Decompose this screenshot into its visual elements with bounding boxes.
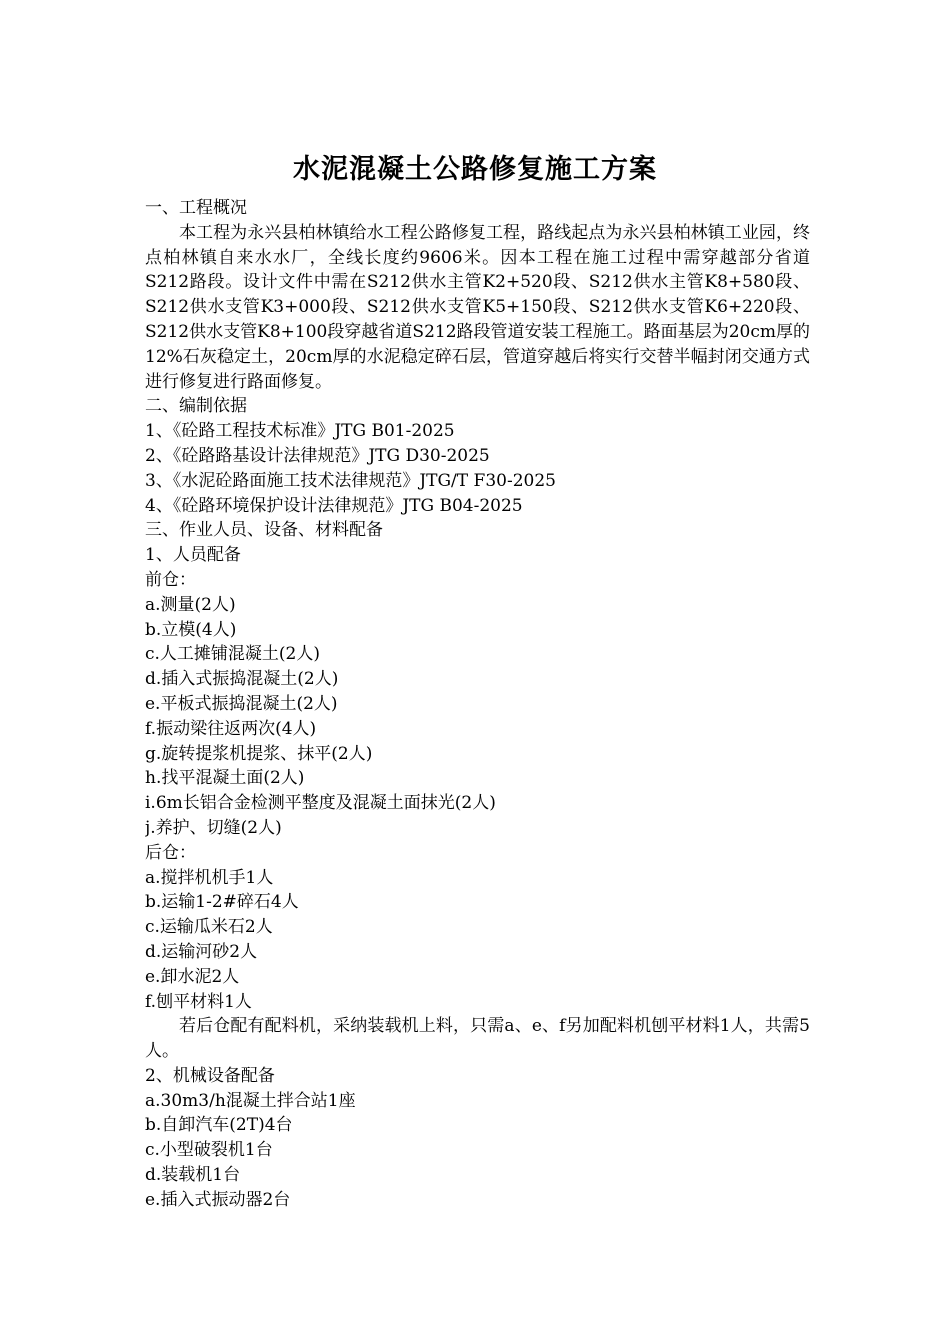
equipment-item: d.装载机1台 [145,1165,241,1186]
front-item: j.养护、切缝(2人) [145,817,282,838]
front-warehouse-label: 前仓： [145,569,196,590]
front-item: d.插入式振捣混凝土(2人) [145,669,339,690]
rear-note-paragraph: 若后仓配有配料机，采纳装载机上料，只需a、e、f另加配料机刨平材料1人，共需5人。 [145,1016,810,1062]
basis-item: 1、《砼路工程技术标准》JTG B01-2025 [145,421,455,442]
equipment-item: c.小型破裂机1台 [145,1140,273,1161]
subheading-equipment: 2、机械设备配备 [145,1065,275,1086]
front-item: h.找平混凝土面(2人) [145,768,305,789]
rear-item: f.刨平材料1人 [145,991,252,1012]
basis-item: 3、《水泥砼路面施工技术法律规范》JTG/T F30-2025 [145,470,556,491]
rear-warehouse-label: 后仓： [145,842,196,863]
rear-item: b.运输1-2#碎石4人 [145,892,299,913]
equipment-item: a.30m3/h混凝土拌合站1座 [145,1090,356,1111]
front-item: i.6m长铝合金检测平整度及混凝土面抹光(2人) [145,793,496,814]
section-heading-overview: 一、工程概况 [145,198,247,218]
rear-item: e.卸水泥2人 [145,966,240,987]
rear-item: c.运输瓜米石2人 [145,917,273,938]
subheading-personnel: 1、人员配备 [145,545,241,566]
basis-item: 2、《砼路路基设计法律规范》JTG D30-2025 [145,445,490,466]
basis-item: 4、《砼路环境保护设计法律规范》JTG B04-2025 [145,495,523,516]
rear-item: a.搅拌机机手1人 [145,867,274,888]
section-heading-staffing: 三、作业人员、设备、材料配备 [145,520,383,541]
front-item: a.测量(2人) [145,594,236,615]
overview-paragraph: 本工程为永兴县柏林镇给水工程公路修复工程，路线起点为永兴县柏林镇工业园，终点柏林镇自来水水厂，全线长度约9606米。因本工程在施工过程中需穿越部分省道S212路段。设计文件中需在S212供水主管K2+520段、S212供水主管K8+580段、S212供水支管K3+000段、S212供水支管K5+150段、S212供水支管K6+220段、S212供水支管K8+100段穿越省道S212路段管道安装工程施工。路面基层为20cm厚的12%石灰稳定土，20cm厚的水泥稳定碎石层，管道穿越后将实行交替半幅封闭交通方式进行修复进行路面修复。 [145,222,810,392]
rear-item: d.运输河砂2人 [145,941,258,962]
document-title: 水泥混凝土公路修复施工方案 [293,154,657,186]
front-item: f.振动梁往返两次(4人) [145,718,317,739]
front-item: g.旋转提浆机提浆、抹平(2人) [145,743,373,764]
section-heading-basis: 二、编制依据 [145,396,247,417]
front-item: b.立模(4人) [145,619,237,640]
equipment-item: e.插入式振动器2台 [145,1189,291,1210]
equipment-item: b.自卸汽车(2T)4台 [145,1115,293,1136]
front-item: e.平板式振捣混凝土(2人) [145,693,338,714]
document-body [145,196,810,1213]
front-item: c.人工摊铺混凝土(2人) [145,644,321,665]
